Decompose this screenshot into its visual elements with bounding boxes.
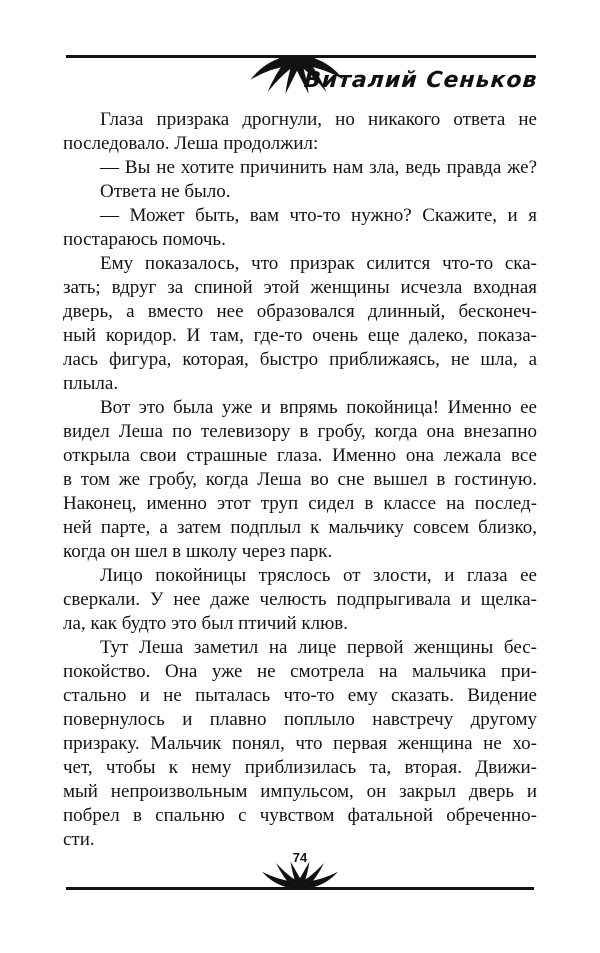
- text-line: покойство. Она уже не смотрела на мальчика при-: [63, 661, 537, 682]
- paragraph: [63, 252, 537, 396]
- author-name: Виталий Сеньков: [303, 68, 539, 93]
- page-number: 74: [292, 850, 308, 865]
- paragraph: [63, 108, 537, 156]
- text-line: Ему показалось, что призрак силится что-то ска-: [100, 253, 537, 274]
- text-line: дверь, а вместо нее образовался длинный, бесконеч-: [63, 301, 537, 322]
- text-line: призраку. Мальчик понял, что первая женщина не хо-: [63, 733, 537, 754]
- text-line: Наконец, именно этот труп сидел в классе на послед-: [63, 493, 537, 514]
- text-line: — Может быть, вам что-то нужно? Скажите, и я: [100, 205, 537, 226]
- text-line: Тут Леша заметил на лице первой женщины бес-: [100, 637, 537, 658]
- text-line: в том же гробу, когда Леша во сне вышел в гостиную.: [63, 469, 537, 490]
- text-line: лась фигура, которая, быстро приближаясь, не шла, а: [63, 349, 537, 370]
- text-line: когда он шел в школу через парк.: [63, 541, 333, 562]
- sunburst-ornament-icon: [261, 861, 339, 888]
- paragraph: [63, 156, 537, 180]
- text-line: Ответа не было.: [100, 181, 231, 202]
- text-line: сти.: [63, 829, 95, 850]
- text-line: повернулось и плавно поплыло навстречу другому: [63, 709, 537, 730]
- text-line: ный коридор. И там, где-то очень еще далеко, показа-: [63, 325, 537, 346]
- text-line: ла, как будто это был птичий клюв.: [63, 613, 349, 634]
- paragraph: [63, 564, 537, 636]
- text-line: открыла свои страшные глаза. Именно она лежала все: [63, 445, 537, 466]
- text-line: последовало. Леша продолжил:: [63, 133, 319, 154]
- text-line: Глаза призрака дрогнули, но никакого ответа не: [100, 109, 537, 130]
- text-line: чет, чтобы к нему приблизилась та, вторая. Движи-: [63, 757, 537, 778]
- text-line: постараюсь помочь.: [63, 229, 226, 250]
- paragraph: [63, 636, 537, 852]
- paragraph: [63, 180, 537, 204]
- paragraph: [63, 396, 537, 564]
- text-line: стально и не пыталась что-то ему сказать. Видение: [63, 685, 537, 706]
- text-line: видел Леша по телевизору в гробу, когда она внезапно: [63, 421, 537, 442]
- text-line: побрел в спальню с чувством фатальной обреченно-: [63, 805, 537, 826]
- text-line: мый непроизвольным импульсом, он закрыл дверь и: [63, 781, 537, 802]
- text-line: зать; вдруг за спиной этой женщины исчезла входная: [63, 277, 537, 298]
- text-line: — Вы не хотите причинить нам зла, ведь правда же?: [100, 157, 537, 178]
- paragraph: [63, 204, 537, 252]
- page-body: [63, 108, 537, 852]
- footer-rule: [66, 887, 534, 890]
- text-line: плыла.: [63, 373, 119, 394]
- text-line: Вот это была уже и впрямь покойница! Именно ее: [100, 397, 537, 418]
- text-line: ней парте, а затем подплыл к мальчику совсем близко,: [63, 517, 537, 538]
- text-line: сверкали. У нее даже челюсть подпрыгивала и щелка-: [63, 589, 537, 610]
- text-line: Лицо покойницы тряслось от злости, и глаза ее: [100, 565, 537, 586]
